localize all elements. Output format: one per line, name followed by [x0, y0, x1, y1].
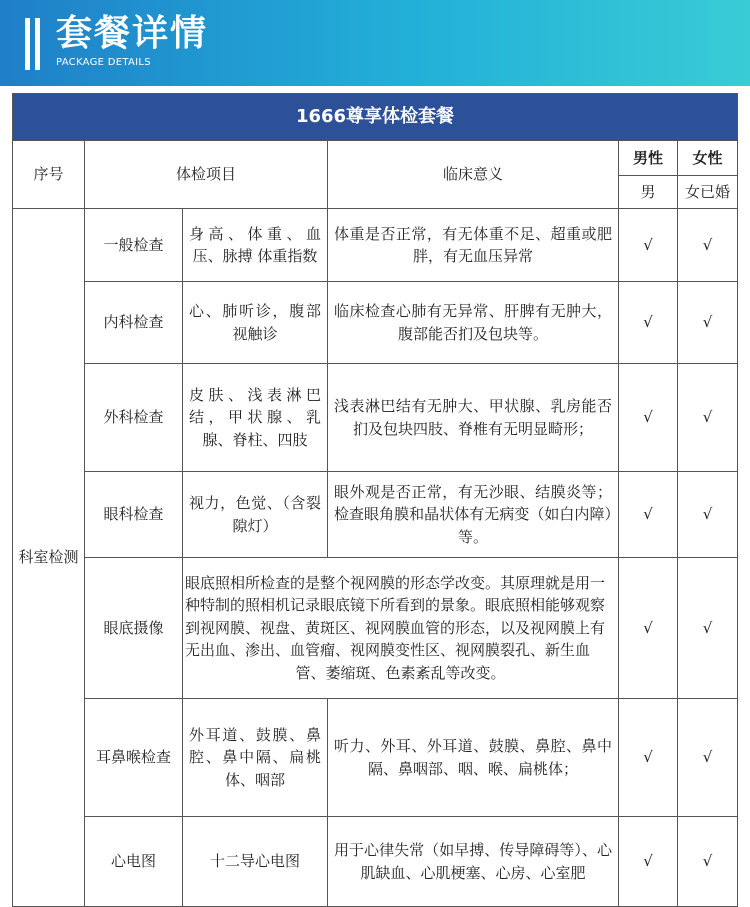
header-bar-right: [35, 18, 40, 70]
col-female-header: 女性: [678, 141, 738, 176]
col-index-header: 序号: [13, 141, 85, 209]
item-name: 内科检查: [85, 282, 183, 364]
item-detail: 十二导心电图: [183, 817, 328, 907]
table-row: [13, 364, 738, 472]
item-detail: 身高、体重、血压、脉搏 体重指数: [183, 209, 328, 282]
col-male-header: 男性: [619, 141, 678, 176]
item-meaning: 听力、外耳、外耳道、鼓膜、鼻腔、鼻中隔、鼻咽部、咽、喉、扁桃体；: [328, 699, 619, 817]
female-check: √: [678, 209, 738, 282]
item-meaning: 体重是否正常，有无体重不足、超重或肥胖，有无血压异常: [328, 209, 619, 282]
table-row: [13, 209, 738, 282]
item-detail: 视力，色觉、（含裂隙灯）: [183, 472, 328, 558]
table-row: [13, 472, 738, 558]
item-name: 眼科检查: [85, 472, 183, 558]
female-check: √: [678, 472, 738, 558]
col-female-sub: 女已婚: [678, 176, 738, 209]
female-check: √: [678, 817, 738, 907]
item-meaning: 浅表淋巴结有无肿大、甲状腺、乳房能否扪及包块四肢、脊椎有无明显畸形；: [328, 364, 619, 472]
item-name: 眼底摄像: [85, 558, 183, 699]
page-title: 套餐详情: [56, 13, 209, 54]
header-bar-left: [25, 18, 30, 70]
item-detail: 外耳道、鼓膜、鼻腔、鼻中隔、扁桃体、咽部: [183, 699, 328, 817]
female-check: √: [678, 364, 738, 472]
col-meaning-header: 临床意义: [328, 141, 619, 209]
table-caption: 1666尊享体检套餐: [13, 94, 738, 141]
table-row: [13, 699, 738, 817]
table-caption-row: [13, 94, 738, 141]
item-name: 一般检查: [85, 209, 183, 282]
item-detail: 皮肤、浅表淋巴结，甲状腺、乳腺、脊柱、四肢: [183, 364, 328, 472]
male-check: √: [619, 699, 678, 817]
item-meaning: 用于心律失常（如早搏、传导障碍等）、心肌缺血、心肌梗塞、心房、心室肥: [328, 817, 619, 907]
item-detail: 心、肺听诊，腹部视触诊: [183, 282, 328, 364]
male-check: √: [619, 209, 678, 282]
item-meaning: 眼外观是否正常，有无沙眼、结膜炎等；检查眼角膜和晶状体有无病变（如白内障）等。: [328, 472, 619, 558]
male-check: √: [619, 558, 678, 699]
col-item-header: 体检项目: [85, 141, 328, 209]
item-meaning: 临床检查心肺有无异常、肝脾有无肿大，腹部能否扪及包块等。: [328, 282, 619, 364]
female-check: √: [678, 282, 738, 364]
item-name: 心电图: [85, 817, 183, 907]
col-male-sub: 男: [619, 176, 678, 209]
item-name: 外科检查: [85, 364, 183, 472]
male-check: √: [619, 472, 678, 558]
item-name: 耳鼻喉检查: [85, 699, 183, 817]
male-check: √: [619, 282, 678, 364]
male-check: √: [619, 817, 678, 907]
group-label: 科室检测: [13, 209, 85, 907]
female-check: √: [678, 558, 738, 699]
item-meaning: 眼底照相所检查的是整个视网膜的形态学改变。其原理就是用一种特制的照相机记录眼底镜下所看到的景象。眼底照相能够观察到视网膜、视盘、黄斑区、视网膜血管的形态，以及视网膜上有无出血、渗出、血管瘤、视网膜变性区、视网膜裂孔、新生血管、萎缩斑、色素紊乱等改变。: [183, 558, 619, 699]
female-check: √: [678, 699, 738, 817]
table-row: [13, 558, 738, 699]
male-check: √: [619, 364, 678, 472]
table-row: [13, 282, 738, 364]
header-row: [13, 141, 738, 176]
package-table: [12, 93, 738, 907]
table-row: [13, 817, 738, 907]
page-header: [0, 0, 750, 86]
page-subtitle: PACKAGE DETAILS: [56, 57, 151, 68]
